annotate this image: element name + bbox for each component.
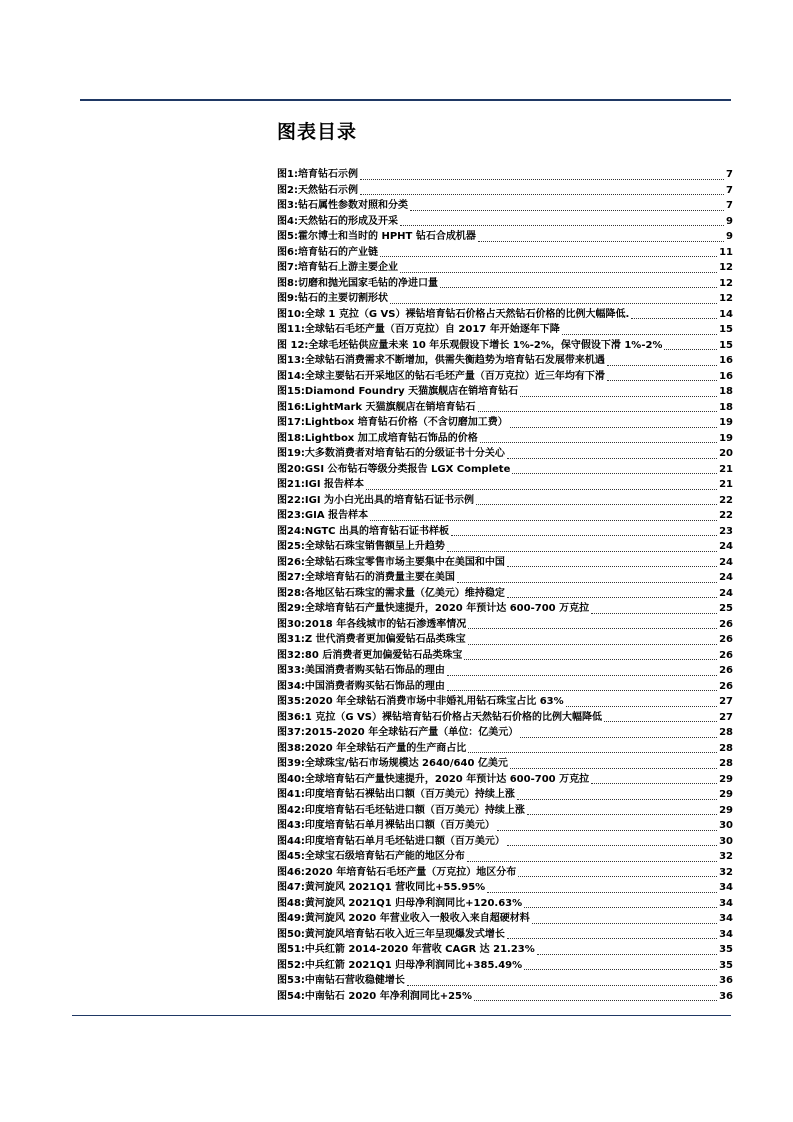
toc-entry-title: 2018 年各线城市的钻石渗透率情况 bbox=[304, 618, 467, 630]
toc-dot-leader bbox=[497, 829, 717, 831]
toc-page-number: 36 bbox=[719, 975, 733, 986]
toc-entry-title: 印度培育钻石单月毛坯钻进口额（百万美元） bbox=[304, 835, 505, 847]
toc-dot-leader bbox=[360, 193, 724, 195]
toc-entry-label: 图46: bbox=[277, 866, 305, 878]
toc-entry[interactable] bbox=[277, 539, 733, 555]
toc-entry[interactable] bbox=[277, 291, 733, 307]
header-rule bbox=[80, 99, 731, 101]
toc-entry[interactable] bbox=[277, 415, 733, 431]
toc-entry[interactable] bbox=[277, 167, 733, 183]
toc-dot-leader bbox=[591, 612, 717, 614]
toc-dot-leader bbox=[447, 689, 717, 691]
table-of-figures bbox=[277, 167, 733, 1004]
toc-dot-leader bbox=[631, 317, 717, 319]
toc-entry[interactable] bbox=[277, 632, 733, 648]
toc-page-number: 29 bbox=[719, 773, 733, 785]
toc-entry-title: 2020 年全球钻石消费市场中非婚礼用钻石珠宝占比 63% bbox=[304, 696, 564, 707]
toc-page-number: 14 bbox=[719, 308, 733, 320]
toc-page-number: 15 bbox=[719, 339, 733, 351]
toc-entry[interactable] bbox=[277, 834, 733, 850]
toc-entry[interactable] bbox=[277, 493, 733, 509]
toc-entry-title: 中国消费者购买钻石饰品的理由 bbox=[304, 680, 445, 692]
toc-entry-label: 图50: bbox=[277, 928, 305, 940]
toc-entry-label: 图9: bbox=[277, 293, 298, 304]
toc-page-number: 16 bbox=[719, 355, 733, 366]
toc-entry[interactable] bbox=[277, 477, 733, 493]
toc-entry-title: 天然钻石的形成及开采 bbox=[297, 215, 398, 227]
toc-page-number: 34 bbox=[719, 882, 733, 893]
toc-page-number: 26 bbox=[719, 680, 733, 692]
toc-page-number: 15 bbox=[719, 324, 733, 335]
toc-entry-title: 黄河旋风培育钻石收入近三年呈现爆发式增长 bbox=[304, 928, 505, 940]
toc-dot-leader bbox=[507, 844, 717, 846]
toc-page-number: 27 bbox=[719, 696, 733, 707]
toc-entry[interactable] bbox=[277, 818, 733, 834]
toc-page-number: 21 bbox=[719, 463, 733, 475]
toc-dot-leader bbox=[517, 798, 717, 800]
toc-entry-title: 美国消费者购买钻石饰品的理由 bbox=[304, 665, 445, 676]
toc-dot-leader bbox=[474, 999, 717, 1001]
toc-entry-label: 图15: bbox=[277, 386, 305, 397]
toc-entry-label: 图4: bbox=[277, 215, 298, 227]
toc-page-number: 19 bbox=[719, 432, 733, 444]
toc-entry-label: 图47: bbox=[277, 882, 305, 893]
toc-page-number: 25 bbox=[719, 603, 733, 614]
toc-entry[interactable] bbox=[277, 276, 733, 292]
toc-entry-title: 黄河旋风 2020 年营业收入一般收入来自超硬材料 bbox=[304, 913, 530, 924]
toc-dot-leader bbox=[510, 426, 717, 428]
toc-entry-title: 中兵红箭 2014-2020 年营收 CAGR 达 21.23% bbox=[304, 944, 535, 955]
toc-entry-title: 80 后消费者更加偏爱钻石品类珠宝 bbox=[304, 649, 463, 661]
toc-entry-label: 图49: bbox=[277, 913, 305, 924]
toc-dot-leader bbox=[380, 255, 717, 257]
toc-entry-title: Lightbox 培育钻石价格（不含切磨加工费） bbox=[304, 417, 508, 428]
toc-entry[interactable] bbox=[277, 663, 733, 679]
toc-page-number: 28 bbox=[719, 758, 733, 769]
toc-entry[interactable] bbox=[277, 865, 733, 881]
toc-entry-title: 中兵红箭 2021Q1 归母净利润同比+385.49% bbox=[304, 959, 523, 971]
toc-dot-leader bbox=[591, 782, 717, 784]
toc-entry-label: 图16: bbox=[277, 401, 305, 413]
toc-entry[interactable] bbox=[277, 446, 733, 462]
toc-page-number: 19 bbox=[719, 417, 733, 428]
toc-dot-leader bbox=[512, 472, 717, 474]
toc-page-number: 30 bbox=[719, 820, 733, 831]
toc-dot-leader bbox=[468, 751, 717, 753]
toc-entry[interactable] bbox=[277, 524, 733, 540]
toc-entry[interactable] bbox=[277, 756, 733, 772]
toc-entry-title: 2015-2020 年全球钻石产量（单位：亿美元） bbox=[304, 727, 519, 738]
toc-page-number: 28 bbox=[719, 742, 733, 754]
toc-entry-label: 图1: bbox=[277, 169, 298, 180]
toc-entry-title: 各地区钻石珠宝的需求量（亿美元）维持稳定 bbox=[304, 587, 505, 599]
toc-entry-title: 印度培育钻石毛坯钻进口额（百万美元）持续上涨 bbox=[304, 804, 525, 816]
toc-entry-label: 图20: bbox=[277, 463, 305, 475]
toc-entry-label: 图45: bbox=[277, 851, 305, 862]
toc-entry-label: 图51: bbox=[277, 944, 305, 955]
toc-dot-leader bbox=[507, 457, 717, 459]
toc-entry-label: 图30: bbox=[277, 618, 305, 630]
toc-entry-label: 图35: bbox=[277, 696, 305, 707]
toc-entry-title: 1 克拉（G VS）裸钻培育钻石价格占天然钻石价格的比例大幅降低 bbox=[304, 711, 602, 723]
toc-entry-title: 全球培育钻石产量快速提升，2020 年预计达 600-700 万克拉 bbox=[304, 603, 590, 614]
toc-entry-title: 全球毛坯钻供应量未来 10 年乐观假设下增长 1%-2%，保守假设下滑 1%-2% bbox=[308, 339, 663, 351]
page-title: 图表目录 bbox=[277, 121, 358, 143]
toc-entry-title: 切磨和抛光国家毛钻的净进口量 bbox=[297, 277, 438, 289]
toc-page-number: 7 bbox=[726, 169, 733, 180]
toc-entry[interactable] bbox=[277, 400, 733, 416]
toc-entry[interactable] bbox=[277, 198, 733, 214]
toc-page-number: 23 bbox=[719, 525, 733, 537]
toc-page-number: 26 bbox=[719, 665, 733, 676]
toc-entry-label: 图17: bbox=[277, 417, 305, 428]
toc-entry[interactable] bbox=[277, 942, 733, 958]
toc-entry[interactable] bbox=[277, 725, 733, 741]
toc-entry-label: 图8: bbox=[277, 277, 298, 289]
toc-entry-title: 中南钻石营收稳健增长 bbox=[304, 975, 405, 986]
toc-dot-leader bbox=[447, 550, 717, 552]
toc-dot-leader bbox=[476, 503, 717, 505]
toc-entry-title: 全球钻石消费需求不断增加，供需失衡趋势为培育钻石发展带来机遇 bbox=[304, 355, 605, 366]
toc-entry-title: IGI 报告样本 bbox=[304, 479, 365, 490]
toc-dot-leader bbox=[607, 364, 717, 366]
toc-page-number: 35 bbox=[719, 959, 733, 971]
toc-dot-leader bbox=[520, 395, 717, 397]
toc-dot-leader bbox=[400, 271, 717, 273]
toc-dot-leader bbox=[520, 736, 717, 738]
toc-entry-label: 图10: bbox=[277, 308, 305, 320]
toc-dot-leader bbox=[366, 488, 717, 490]
toc-page-number: 24 bbox=[719, 587, 733, 599]
toc-entry[interactable] bbox=[277, 555, 733, 571]
toc-entry[interactable] bbox=[277, 586, 733, 602]
toc-entry-title: NGTC 出具的培育钻石证书样板 bbox=[304, 525, 449, 537]
toc-page-number: 36 bbox=[719, 990, 733, 1002]
toc-page-number: 34 bbox=[719, 928, 733, 940]
toc-entry[interactable] bbox=[277, 260, 733, 276]
toc-entry[interactable] bbox=[277, 896, 733, 912]
toc-entry-title: Z 世代消费者更加偏爱钻石品类珠宝 bbox=[304, 634, 466, 645]
toc-entry-label: 图18: bbox=[277, 432, 305, 444]
toc-entry-label: 图6: bbox=[277, 246, 298, 258]
toc-entry-label: 图29: bbox=[277, 603, 305, 614]
toc-page-number: 35 bbox=[719, 944, 733, 955]
toc-entry-title: 培育钻石上游主要企业 bbox=[297, 262, 398, 273]
toc-dot-leader bbox=[360, 178, 724, 180]
toc-entry-label: 图 12: bbox=[277, 339, 309, 351]
toc-entry-label: 图7: bbox=[277, 262, 298, 273]
toc-entry-label: 图40: bbox=[277, 773, 305, 785]
toc-entry-label: 图26: bbox=[277, 556, 305, 568]
toc-entry[interactable] bbox=[277, 772, 733, 788]
toc-entry[interactable] bbox=[277, 245, 733, 261]
toc-dot-leader bbox=[532, 922, 717, 924]
toc-entry[interactable] bbox=[277, 508, 733, 524]
toc-entry-label: 图43: bbox=[277, 820, 305, 831]
toc-entry-label: 图14: bbox=[277, 370, 305, 382]
toc-entry[interactable] bbox=[277, 741, 733, 757]
toc-dot-leader bbox=[400, 224, 724, 226]
toc-entry-title: 全球珠宝/钻石市场规模达 2640/640 亿美元 bbox=[304, 758, 508, 769]
toc-dot-leader bbox=[537, 953, 717, 955]
toc-entry[interactable] bbox=[277, 787, 733, 803]
toc-entry-label: 图2: bbox=[277, 184, 298, 196]
toc-page-number: 22 bbox=[719, 494, 733, 506]
toc-entry-label: 图52: bbox=[277, 959, 305, 971]
toc-entry-label: 图41: bbox=[277, 789, 305, 800]
toc-entry[interactable] bbox=[277, 849, 733, 865]
toc-entry[interactable] bbox=[277, 353, 733, 369]
toc-entry[interactable] bbox=[277, 803, 733, 819]
toc-entry-title: 全球培育钻石产量快速提升，2020 年预计达 600-700 万克拉 bbox=[304, 773, 590, 785]
toc-page-number: 12 bbox=[719, 277, 733, 289]
toc-entry-label: 图21: bbox=[277, 479, 305, 490]
toc-page-number: 28 bbox=[719, 727, 733, 738]
toc-dot-leader bbox=[370, 519, 717, 521]
toc-page-number: 18 bbox=[719, 401, 733, 413]
toc-entry[interactable] bbox=[277, 307, 733, 323]
toc-entry-label: 图36: bbox=[277, 711, 305, 723]
toc-entry[interactable] bbox=[277, 431, 733, 447]
toc-dot-leader bbox=[468, 643, 717, 645]
toc-dot-leader bbox=[510, 767, 717, 769]
toc-dot-leader bbox=[524, 906, 717, 908]
toc-entry-label: 图32: bbox=[277, 649, 305, 661]
toc-entry-title: Lightbox 加工成培育钻石饰品的价格 bbox=[304, 432, 478, 444]
toc-entry-label: 图44: bbox=[277, 835, 305, 847]
toc-entry[interactable] bbox=[277, 617, 733, 633]
toc-entry[interactable] bbox=[277, 973, 733, 989]
toc-page-number: 32 bbox=[719, 866, 733, 878]
toc-entry[interactable] bbox=[277, 183, 733, 199]
toc-entry[interactable] bbox=[277, 648, 733, 664]
toc-dot-leader bbox=[507, 937, 717, 939]
toc-dot-leader bbox=[664, 348, 717, 350]
toc-entry[interactable] bbox=[277, 679, 733, 695]
toc-page-number: 34 bbox=[719, 897, 733, 909]
toc-entry-label: 图39: bbox=[277, 758, 305, 769]
toc-dot-leader bbox=[410, 209, 724, 211]
toc-dot-leader bbox=[507, 565, 717, 567]
toc-page-number: 11 bbox=[719, 246, 733, 258]
toc-entry-label: 图28: bbox=[277, 587, 305, 599]
toc-dot-leader bbox=[507, 596, 717, 598]
toc-entry-title: 培育钻石的产业链 bbox=[297, 246, 378, 258]
toc-entry[interactable] bbox=[277, 601, 733, 617]
toc-entry-label: 图38: bbox=[277, 742, 305, 754]
toc-entry[interactable] bbox=[277, 570, 733, 586]
toc-page-number: 26 bbox=[719, 634, 733, 645]
toc-entry[interactable] bbox=[277, 710, 733, 726]
toc-page-number: 12 bbox=[719, 262, 733, 273]
toc-page-number: 30 bbox=[719, 835, 733, 847]
toc-dot-leader bbox=[527, 813, 717, 815]
toc-entry-label: 图24: bbox=[277, 525, 305, 537]
toc-entry-title: 全球宝石级培育钻石产能的地区分布 bbox=[304, 851, 465, 862]
toc-entry-label: 图3: bbox=[277, 200, 298, 211]
toc-page-number: 26 bbox=[719, 618, 733, 630]
toc-entry[interactable] bbox=[277, 911, 733, 927]
toc-entry[interactable] bbox=[277, 338, 733, 354]
toc-page-number: 34 bbox=[719, 913, 733, 924]
toc-page-number: 29 bbox=[719, 804, 733, 816]
toc-entry[interactable] bbox=[277, 958, 733, 974]
toc-entry-label: 图42: bbox=[277, 804, 305, 816]
toc-page-number: 32 bbox=[719, 851, 733, 862]
toc-dot-leader bbox=[440, 286, 717, 288]
toc-entry-title: 大多数消费者对培育钻石的分级证书十分关心 bbox=[304, 448, 505, 459]
toc-entry-title: 中南钻石 2020 年净利润同比+25% bbox=[304, 990, 473, 1002]
toc-entry-title: 钻石的主要切割形状 bbox=[297, 293, 388, 304]
toc-page-number: 24 bbox=[719, 556, 733, 568]
toc-entry-label: 图25: bbox=[277, 541, 305, 552]
toc-page-number: 21 bbox=[719, 479, 733, 490]
toc-entry-title: 天然钻石示例 bbox=[297, 184, 358, 196]
toc-dot-leader bbox=[390, 302, 717, 304]
toc-entry-label: 图5: bbox=[277, 231, 298, 242]
toc-dot-leader bbox=[447, 674, 717, 676]
toc-dot-leader bbox=[524, 968, 717, 970]
toc-entry[interactable] bbox=[277, 927, 733, 943]
toc-entry-title: 全球钻石珠宝销售额呈上升趋势 bbox=[304, 541, 445, 552]
toc-entry[interactable] bbox=[277, 694, 733, 710]
toc-entry-label: 图27: bbox=[277, 572, 305, 583]
toc-page-number: 22 bbox=[719, 510, 733, 521]
toc-page-number: 20 bbox=[719, 448, 733, 459]
toc-dot-leader bbox=[478, 410, 718, 412]
toc-entry-title: 全球培育钻石的消费量主要在美国 bbox=[304, 572, 455, 583]
toc-dot-leader bbox=[407, 984, 717, 986]
toc-dot-leader bbox=[604, 720, 717, 722]
toc-entry-title: GSI 公布钻石等级分类报告 LGX Complete bbox=[304, 463, 511, 475]
toc-entry-title: 培育钻石示例 bbox=[297, 169, 358, 180]
toc-entry[interactable] bbox=[277, 462, 733, 478]
toc-page-number: 24 bbox=[719, 541, 733, 552]
toc-dot-leader bbox=[468, 627, 717, 629]
toc-dot-leader bbox=[487, 891, 717, 893]
toc-dot-leader bbox=[566, 705, 717, 707]
toc-page-number: 12 bbox=[719, 293, 733, 304]
footer-rule bbox=[72, 1015, 731, 1016]
toc-page-number: 27 bbox=[719, 711, 733, 723]
toc-entry-title: 全球钻石珠宝零售市场主要集中在美国和中国 bbox=[304, 556, 505, 568]
toc-dot-leader bbox=[457, 581, 717, 583]
toc-dot-leader bbox=[562, 333, 717, 335]
toc-page-number: 16 bbox=[719, 370, 733, 382]
toc-entry-title: 钻石属性参数对照和分类 bbox=[297, 200, 408, 211]
toc-page-number: 26 bbox=[719, 649, 733, 661]
toc-entry-title: 2020 年全球钻石产量的生产商占比 bbox=[304, 742, 467, 754]
toc-entry-label: 图48: bbox=[277, 897, 305, 909]
toc-page-number: 7 bbox=[726, 200, 733, 211]
toc-entry-title: GIA 报告样本 bbox=[304, 510, 369, 521]
toc-entry[interactable] bbox=[277, 322, 733, 338]
toc-entry-label: 图37: bbox=[277, 727, 305, 738]
toc-page-number: 7 bbox=[726, 184, 733, 196]
toc-dot-leader bbox=[451, 534, 717, 536]
toc-entry-label: 图53: bbox=[277, 975, 305, 986]
toc-entry-label: 图23: bbox=[277, 510, 305, 521]
toc-dot-leader bbox=[467, 860, 717, 862]
toc-page-number: 18 bbox=[719, 386, 733, 397]
toc-page-number: 9 bbox=[726, 231, 733, 242]
toc-dot-leader bbox=[518, 875, 717, 877]
toc-page-number: 24 bbox=[719, 572, 733, 583]
toc-entry-label: 图31: bbox=[277, 634, 305, 645]
toc-entry-label: 图33: bbox=[277, 665, 305, 676]
toc-entry-label: 图34: bbox=[277, 680, 305, 692]
toc-entry-title: 黄河旋风 2021Q1 归母净利润同比+120.63% bbox=[304, 897, 523, 909]
toc-entry-title: 黄河旋风 2021Q1 营收同比+55.95% bbox=[304, 882, 486, 893]
toc-entry-label: 图54: bbox=[277, 990, 305, 1002]
toc-dot-leader bbox=[480, 441, 717, 443]
toc-entry-title: Diamond Foundry 天猫旗舰店在销培育钻石 bbox=[304, 386, 519, 397]
toc-entry-title: 霍尔博士和当时的 HPHT 钻石合成机器 bbox=[297, 231, 476, 242]
toc-entry-title: 全球钻石毛坯产量（百万克拉）自 2017 年开始逐年下降 bbox=[304, 324, 560, 335]
toc-entry-title: 全球主要钻石开采地区的钻石毛坯产量（百万克拉）近三年均有下滑 bbox=[304, 370, 605, 382]
toc-entry-title: 全球 1 克拉（G VS）裸钻培育钻石价格占天然钻石价格的比例大幅降低. bbox=[304, 308, 630, 320]
toc-page-number: 9 bbox=[726, 215, 733, 227]
toc-entry-label: 图22: bbox=[277, 494, 305, 506]
toc-dot-leader bbox=[478, 240, 724, 242]
toc-entry-title: LightMark 天猫旗舰店在销培育钻石 bbox=[304, 401, 476, 413]
toc-entry[interactable] bbox=[277, 880, 733, 896]
toc-entry-title: 印度培育钻石裸钻出口额（百万美元）持续上涨 bbox=[304, 789, 515, 800]
toc-entry[interactable] bbox=[277, 214, 733, 230]
toc-entry-title: 2020 年培育钻石毛坯产量（万克拉）地区分布 bbox=[304, 866, 517, 878]
toc-dot-leader bbox=[464, 658, 717, 660]
toc-entry-title: 印度培育钻石单月裸钻出口额（百万美元） bbox=[304, 820, 495, 831]
toc-entry[interactable] bbox=[277, 229, 733, 245]
toc-entry-label: 图13: bbox=[277, 355, 305, 366]
toc-entry-label: 图19: bbox=[277, 448, 305, 459]
toc-entry-title: IGI 为小白光出具的培育钻石证书示例 bbox=[304, 494, 475, 506]
toc-entry[interactable] bbox=[277, 384, 733, 400]
toc-entry[interactable] bbox=[277, 369, 733, 385]
toc-dot-leader bbox=[607, 379, 717, 381]
toc-entry[interactable] bbox=[277, 989, 733, 1005]
toc-page-number: 29 bbox=[719, 789, 733, 800]
toc-entry-label: 图11: bbox=[277, 324, 305, 335]
